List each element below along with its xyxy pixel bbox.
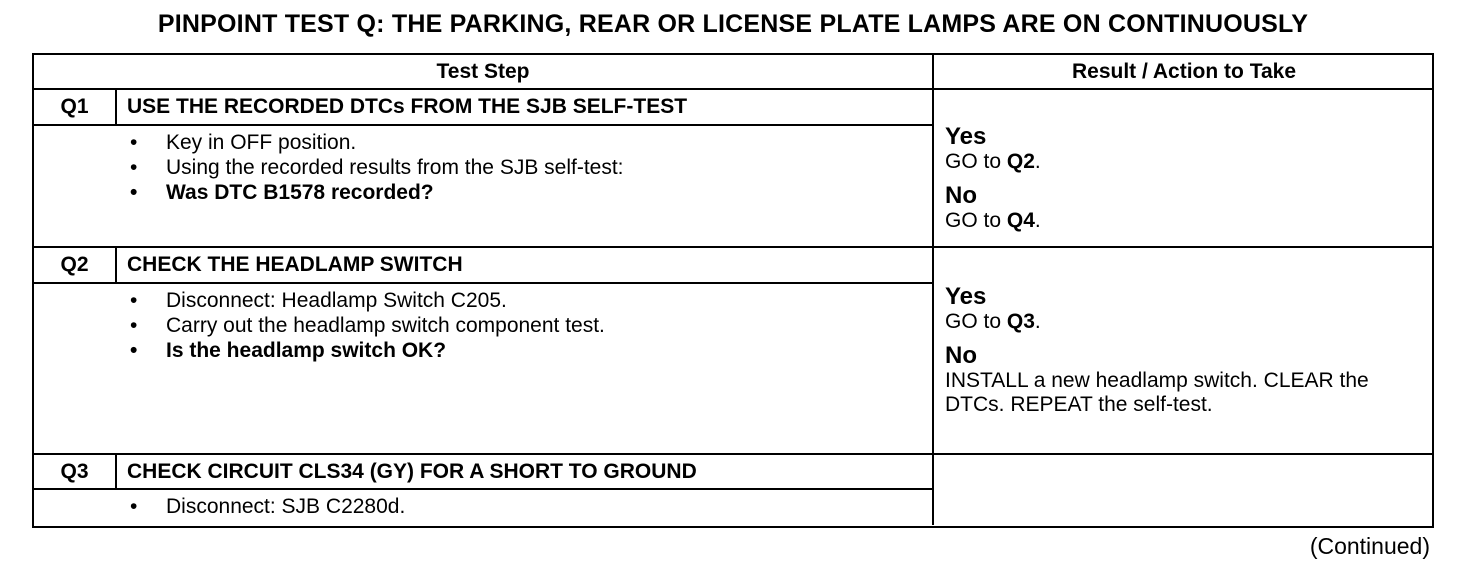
- step-q1-result: [934, 90, 1434, 248]
- step-q3-id: Q3: [34, 455, 117, 490]
- step-q1-bullet-2: • Using the recorded results from the SJB self-test:: [130, 155, 932, 180]
- step-q1-bullet-list: [34, 126, 932, 205]
- step-q2-result-yes-action: GO to Q3.: [945, 310, 1041, 333]
- step-q1-bullet-1: • Key in OFF position.: [130, 130, 932, 155]
- step-q2-title: CHECK THE HEADLAMP SWITCH: [117, 248, 934, 284]
- step-q1-result-yes-action: GO to Q2.: [945, 150, 1041, 173]
- step-q2-result-no-label: No: [945, 342, 977, 369]
- step-q3-bullet-1: • Disconnect: SJB C2280d.: [130, 494, 932, 519]
- step-q2-result-yes-label: Yes: [945, 283, 987, 310]
- step-q1-body: [34, 126, 934, 248]
- step-q3-result: [934, 455, 1434, 525]
- step-q3-bullet-list: [34, 490, 932, 519]
- step-q1-result-yes-label: Yes: [945, 123, 987, 150]
- step-q2-body: [34, 284, 934, 455]
- step-q1-title: USE THE RECORDED DTCs FROM THE SJB SELF-TEST: [117, 90, 934, 126]
- pinpoint-test-table: [32, 53, 1434, 528]
- header-result-action: Result / Action to Take: [934, 55, 1434, 90]
- step-q2-result: [934, 248, 1434, 455]
- step-q1-id: Q1: [34, 90, 117, 126]
- step-q3-body: [34, 490, 934, 525]
- step-q3-title: CHECK CIRCUIT CLS34 (GY) FOR A SHORT TO GROUND: [117, 455, 934, 490]
- step-q1-result-no-label: No: [945, 182, 977, 209]
- step-q2-bullet-list: [34, 284, 932, 363]
- header-test-step: Test Step: [34, 55, 934, 90]
- step-q1-result-no-action: GO to Q4.: [945, 209, 1041, 232]
- step-q2-result-no-action: INSTALL a new headlamp switch. CLEAR the DTCs. REPEAT the self-test.: [945, 369, 1369, 416]
- step-q2-bullet-3: • Is the headlamp switch OK?: [130, 338, 932, 363]
- step-q2-id: Q2: [34, 248, 117, 284]
- continued-note: (Continued): [1309, 533, 1430, 559]
- step-q2-bullet-2: • Carry out the headlamp switch component test.: [130, 313, 932, 338]
- step-q2-bullet-1: • Disconnect: Headlamp Switch C205.: [130, 288, 932, 313]
- page-title: PINPOINT TEST Q: THE PARKING, REAR OR LICENSE PLATE LAMPS ARE ON CONTINUOUSLY: [157, 10, 1309, 38]
- step-q1-bullet-3: • Was DTC B1578 recorded?: [130, 180, 932, 205]
